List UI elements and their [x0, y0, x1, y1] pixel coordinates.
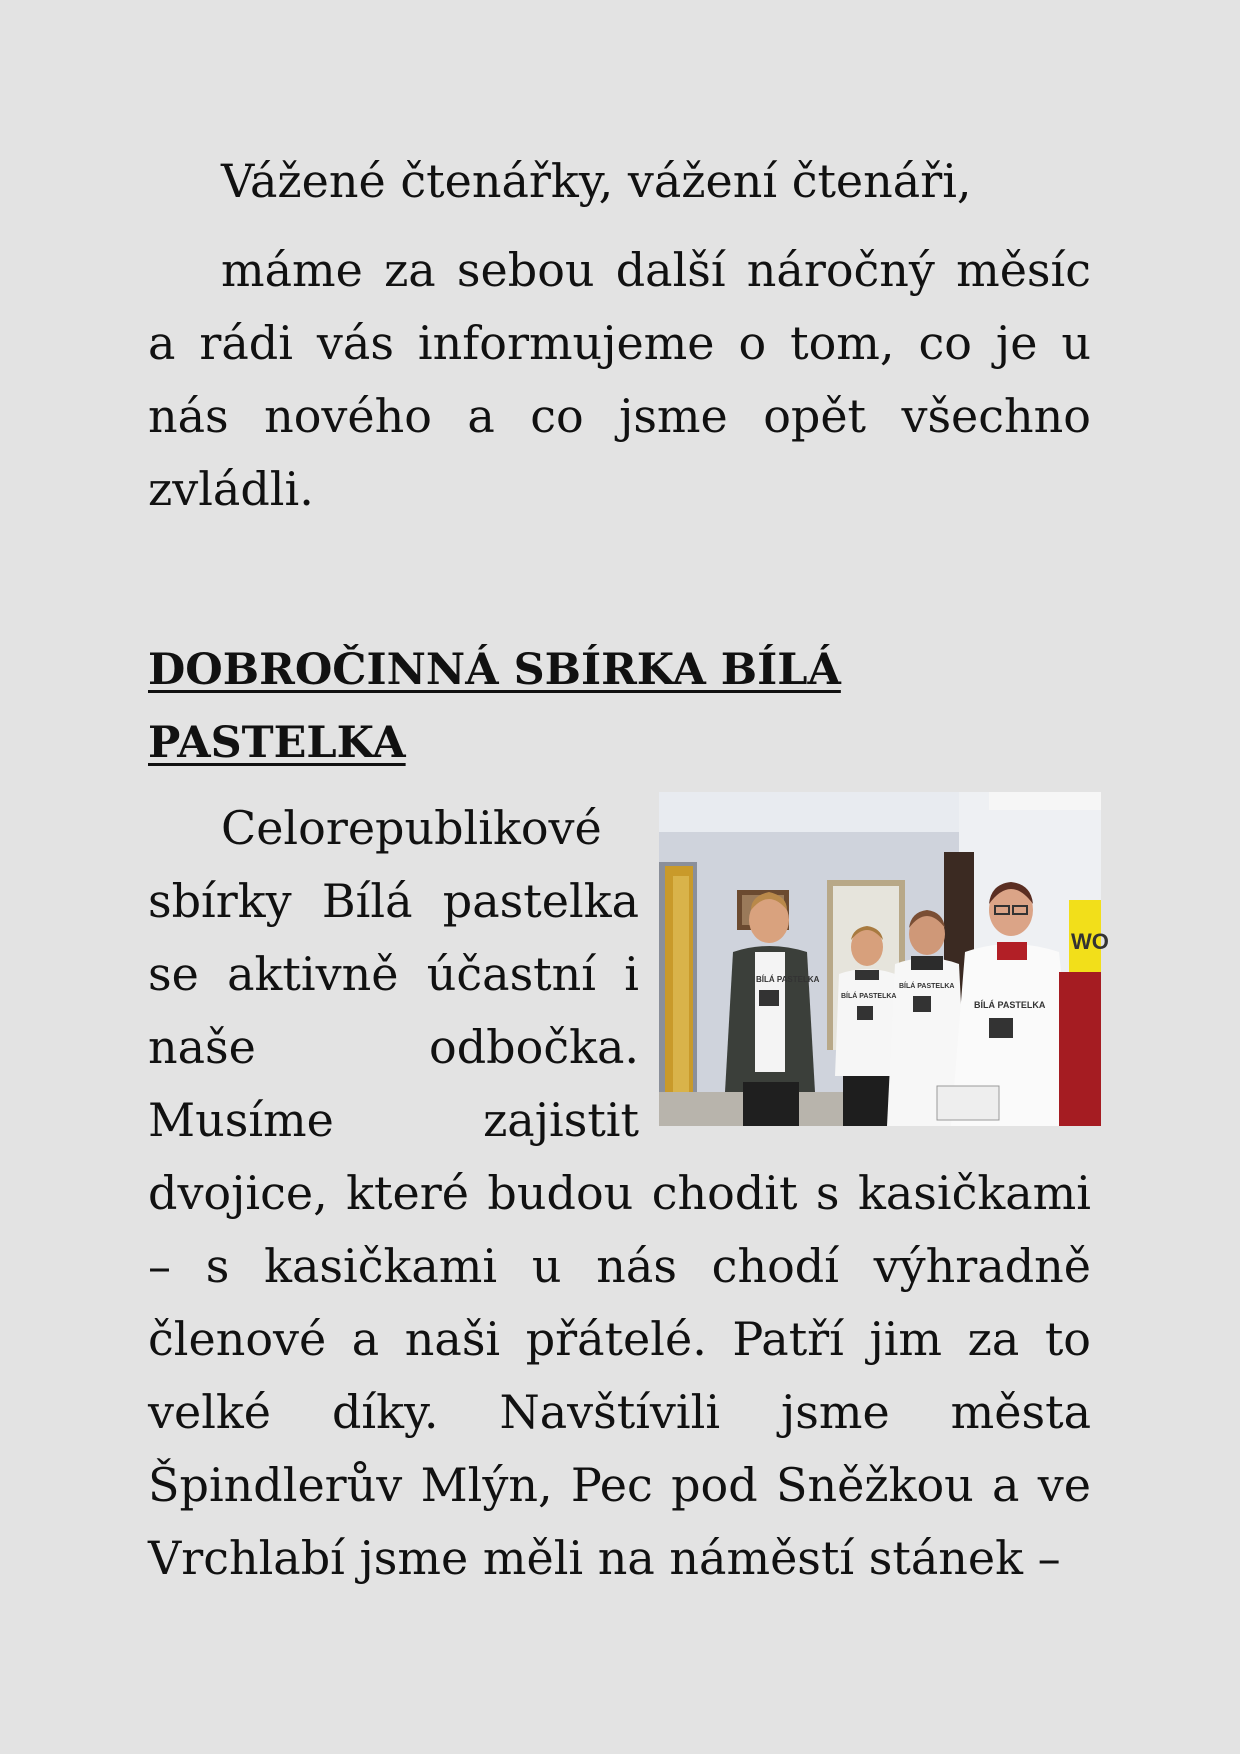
- document-page: [148, 145, 1109, 1595]
- article-body-text: Celorepublikové sbírky Bílá pastelka se aktivně účastní i naše odbočka. Musíme zajistit dvojice, které budou chodit s kasičkami – s kasičkami u nás chodí výhradně členové a naši přátelé. Patří jim za to velké díky. Navštívili jsme města Špindlerův Mlýn, Pec pod Sněžkou a ve Vrchlabí jsme měli na náměstí stánek –: [148, 801, 1091, 1585]
- shirt-print: BÍLÁ PASTELKA: [756, 975, 820, 984]
- volunteers-photo: [659, 792, 1109, 1126]
- volunteers-photo-illustration: [659, 792, 1109, 1126]
- greeting: Vážené čtenářky, vážení čtenáři,: [221, 154, 972, 208]
- shirt-print: BÍLÁ PASTELKA: [899, 983, 955, 990]
- shirt-print: BÍLÁ PASTELKA: [841, 993, 897, 1000]
- sign-text: WO: [1071, 929, 1109, 954]
- article-heading: DOBROČINNÁ SBÍRKA BÍLÁ PASTELKA: [148, 645, 841, 768]
- intro-paragraph: máme za sebou další náročný měsíc a rádi vás informujeme o tom, co je u nás nového a co jsme opět všechno zvládli.: [148, 243, 1091, 516]
- shirt-print: BÍLÁ PASTELKA: [974, 1000, 1046, 1010]
- article-section: [148, 792, 1109, 1595]
